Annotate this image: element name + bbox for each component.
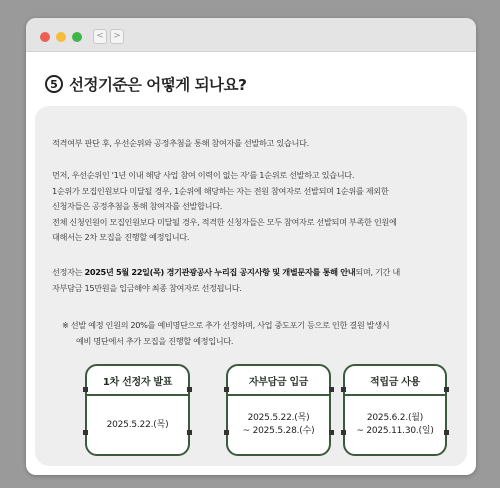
- section-number-badge: 5: [45, 75, 63, 93]
- minimize-window-button[interactable]: [56, 32, 66, 42]
- corner-marker: [444, 430, 449, 435]
- corner-marker: [224, 430, 229, 435]
- corner-marker: [341, 430, 346, 435]
- section-heading: [45, 72, 247, 96]
- priority-line: 전체 신청인원이 모집인원보다 미달될 경우, 적격한 신청자들은 모두 참여자로 선발되며 부족한 인원에: [52, 216, 397, 227]
- priority-line: 신청자들은 공정추첨을 통해 참여자를 선발합니다.: [52, 201, 223, 211]
- step-title: 적립금 사용: [345, 366, 445, 396]
- step-dates: 2025.6.2.(월) ~ 2025.11.30.(일): [356, 413, 434, 436]
- close-window-button[interactable]: [40, 32, 50, 42]
- step-card-payment: [226, 364, 331, 456]
- step-dates: 2025.5.22.(목): [106, 419, 169, 430]
- reserve-note: ※ 선발 예정 인원의 20%를 예비명단으로 추가 선정하며, 사업 중도포기 등으로 인한 결원 발생시 예비 명단에서 추가 모집을 진행할 예정입니다.: [62, 320, 390, 346]
- back-button[interactable]: <: [93, 29, 107, 44]
- window-titlebar: [26, 18, 476, 52]
- corner-marker: [444, 387, 449, 392]
- step-card-points: [343, 364, 447, 456]
- corner-marker: [329, 387, 334, 392]
- corner-marker: [187, 387, 192, 392]
- step-card-announcement: [85, 364, 190, 456]
- forward-button[interactable]: >: [110, 29, 124, 44]
- content-card: [35, 106, 467, 466]
- maximize-window-button[interactable]: [72, 32, 82, 42]
- priority-paragraph: [52, 168, 457, 246]
- announcement-paragraph: 선정자는 2025년 5월 22일(목) 경기관광공사 누리집 공지사항 및 개별문자를 통해 안내되며, 기간 내 자부담금 15만원을 입금해야 최종 참여자로 선정됩니다.: [52, 267, 400, 293]
- corner-marker: [83, 430, 88, 435]
- browser-window: [26, 18, 476, 475]
- corner-marker: [329, 430, 334, 435]
- corner-marker: [187, 430, 192, 435]
- step-title: 자부담금 입금: [228, 366, 329, 396]
- priority-line: 대해서는 2차 모집을 진행할 예정입니다.: [52, 232, 190, 242]
- corner-marker: [83, 387, 88, 392]
- intro-paragraph: 적격여부 판단 후, 우선순위와 공정추첨을 통해 참여자를 선발하고 있습니다.: [52, 138, 309, 148]
- section-title: 선정기준은 어떻게 되나요?: [69, 76, 247, 94]
- corner-marker: [341, 387, 346, 392]
- corner-marker: [224, 387, 229, 392]
- announcement-highlight: 2025년 5월 22일(목) 경기관광공사 누리집 공지사항 및 개별문자를 통해 안내: [84, 267, 356, 277]
- priority-line: 먼저, 우선순위인 '1년 이내 해당 사업 참여 이력이 없는 자'를 1순위로 선발하고 있습니다.: [52, 170, 355, 180]
- step-title: 1차 선정자 발표: [87, 366, 188, 396]
- step-dates: 2025.5.22.(목) ~ 2025.5.28.(수): [242, 413, 315, 436]
- priority-line: 1순위가 모집인원보다 미달될 경우, 1순위에 해당하는 자는 전원 참여자로 선발되며 1순위를 제외한: [52, 185, 389, 196]
